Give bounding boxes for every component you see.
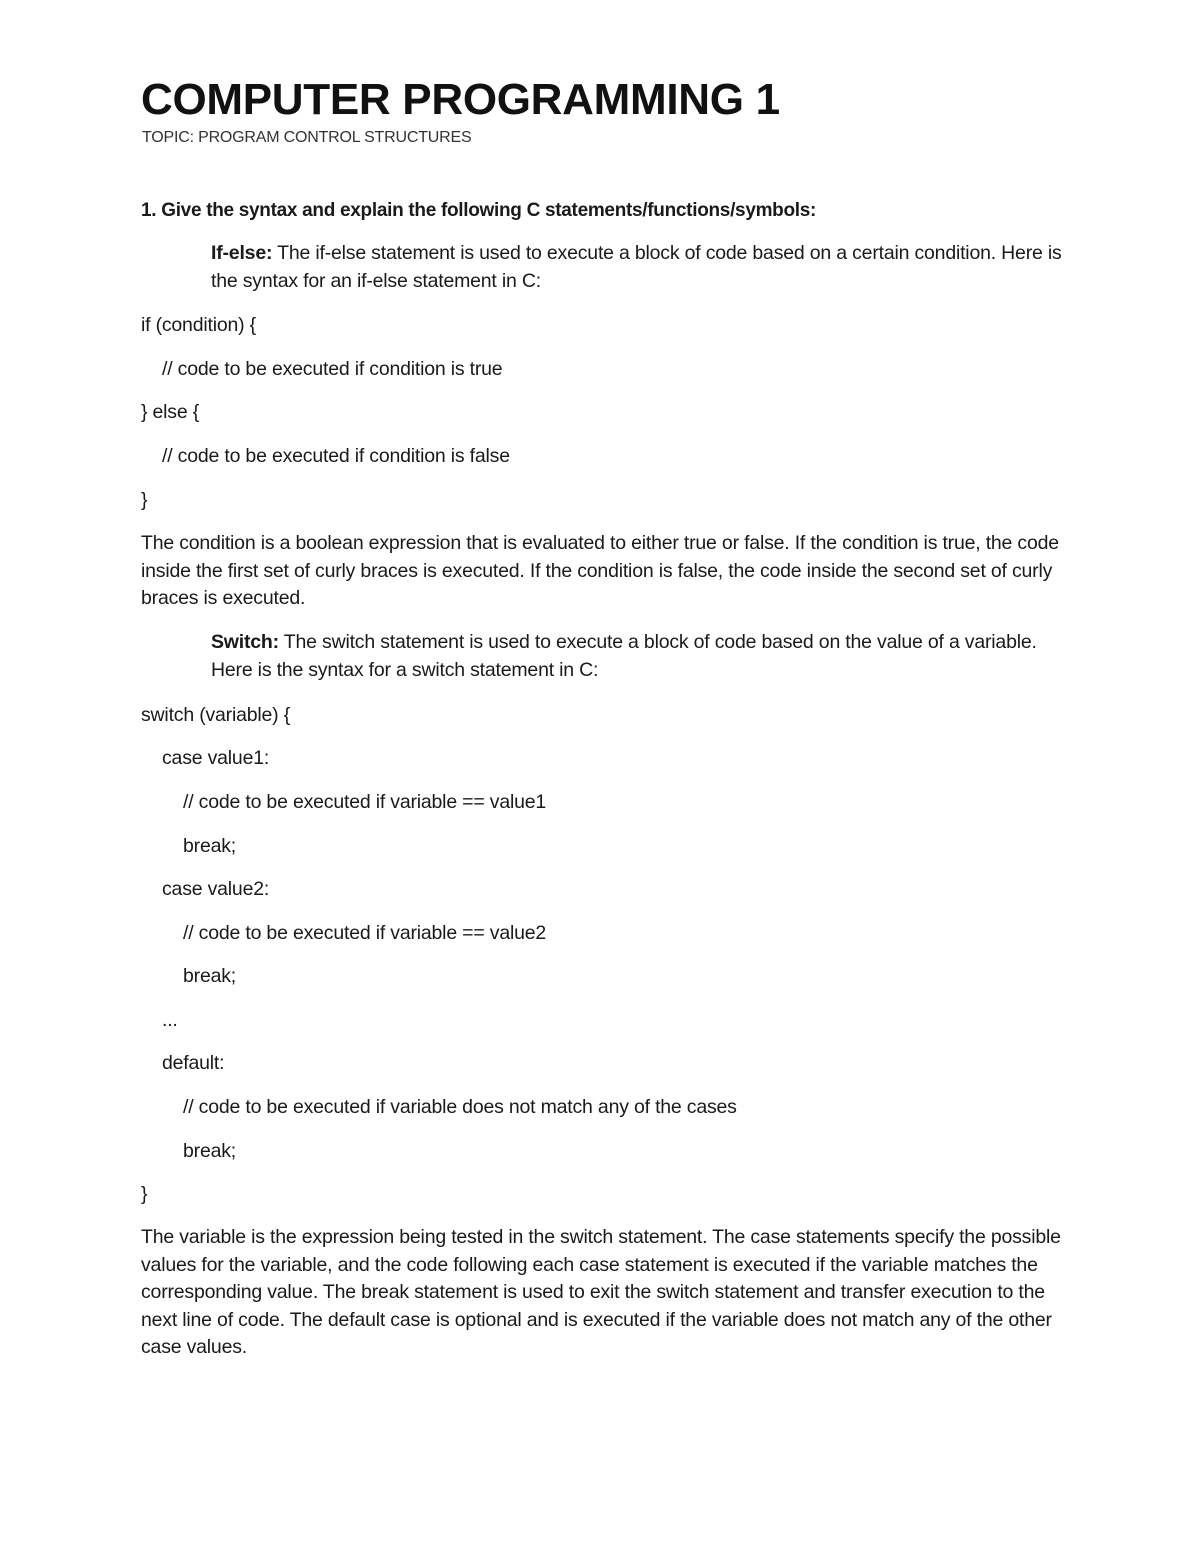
- code-line: // code to be executed if variable == value1: [183, 791, 547, 813]
- code-line: // code to be executed if variable does not match any of the cases: [183, 1096, 737, 1118]
- document-title: COMPUTER PROGRAMMING 1: [141, 75, 780, 124]
- code-line: case value1:: [162, 747, 270, 769]
- topic-subtitle: TOPIC: PROGRAM CONTROL STRUCTURES: [142, 129, 472, 146]
- if-else-explanation: The condition is a boolean expression that is evaluated to either true or false. If the condition is true, the code inside the first set of curly braces is executed. If the condition is false, the code inside the second set of curly braces is executed.: [141, 532, 1059, 609]
- code-line: // code to be executed if condition is true: [162, 358, 503, 380]
- code-line: // code to be executed if condition is false: [162, 445, 510, 467]
- code-line: case value2:: [162, 878, 270, 900]
- code-line: break;: [183, 965, 236, 987]
- code-line: break;: [183, 1140, 236, 1162]
- switch-intro-text: The switch statement is used to execute a block of code based on the value of a variable. Here is the syntax for a switch statement in C:: [211, 631, 1037, 681]
- code-line: } else {: [141, 401, 200, 423]
- if-else-intro: [211, 240, 1071, 295]
- code-line: default:: [162, 1052, 225, 1074]
- code-line: ...: [162, 1009, 178, 1031]
- switch-intro: [211, 629, 1071, 684]
- code-line: break;: [183, 835, 236, 857]
- code-line: if (condition) {: [141, 314, 256, 336]
- if-else-intro-text: The if-else statement is used to execute a block of code based on a certain condition. Here is the syntax for an if-else statement in C:: [211, 242, 1062, 292]
- code-line: // code to be executed if variable == value2: [183, 922, 547, 944]
- question-heading: 1. Give the syntax and explain the following C statements/functions/symbols:: [141, 200, 817, 221]
- code-line: }: [141, 489, 148, 511]
- if-else-term: If-else:: [211, 242, 273, 264]
- switch-explanation: The variable is the expression being tested in the switch statement. The case statements specify the possible values for the variable, and the code following each case statement is executed if the variable matches the corresponding value. The break statement is used to exit the switch statement and transfer execution to the next line of code. The default case is optional and is executed if the variable does not match any of the other case values.: [141, 1226, 1061, 1358]
- code-line: }: [141, 1183, 148, 1205]
- switch-term: Switch:: [211, 631, 279, 653]
- code-line: switch (variable) {: [141, 704, 291, 726]
